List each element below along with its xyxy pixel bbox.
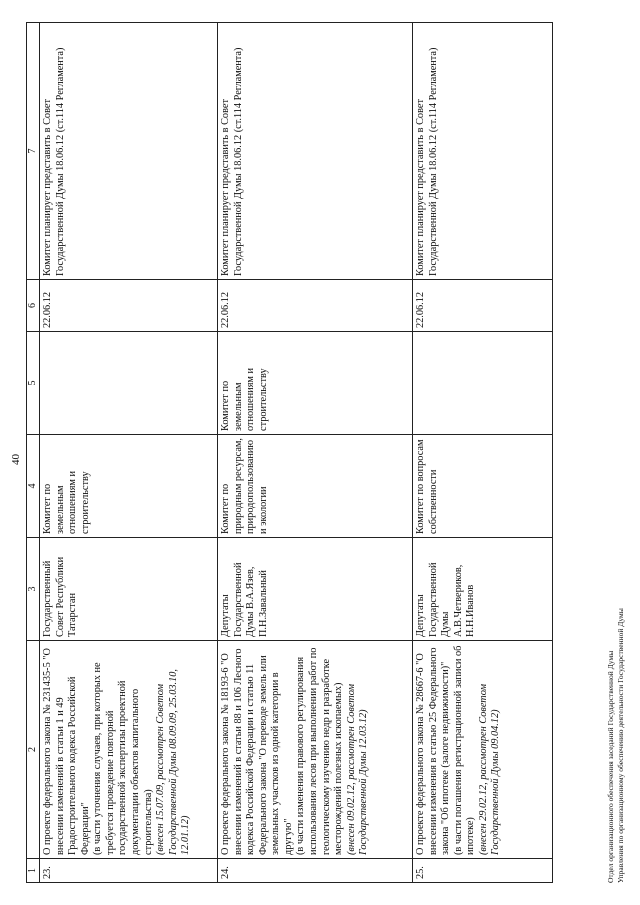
bill-cell [413,641,553,859]
row-number: 25. [413,859,553,883]
bill-author: Государственный Совет Республики Татарстан [40,538,218,641]
column-header: 5 [27,332,40,435]
page-number: 40 [10,454,22,465]
column-header: 1 [27,859,40,883]
decision-text: Комитет планирует представить в Совет Государственной Думы 18.06.12 (ст.114 Регламента) [218,23,413,280]
review-date: 22.06.12 [218,280,413,332]
footer [606,608,626,883]
column-header: 2 [27,641,40,859]
bill-note: (в части погашения регистрационной записи об ипотеке) [452,645,477,855]
bill-note: (в части изменения правового регулирования использования лесов при выполнении работ по геологическому изучению недр и разработке месторождений полезных ископаемых) [295,647,345,855]
table-row [218,23,413,883]
bill-name: О проекте федерального закона № 18193-6 "О внесении изменений в статьи 88 и 106 Лесного кодекса Российской Федерации и статью 11 Федерального закона "О переводе земель или земельных участков из одной категории в другую" [220,648,294,855]
bill-cell [218,641,413,859]
co-committee: Комитет по земельным отношениям и строительству [218,332,413,435]
column-header: 7 [27,23,40,280]
table-row [40,23,218,883]
bill-note: (в части уточнения случаев, при которых не требуется проведение повторной государственной экспертизы проектной документации объектов капитального строительства) [92,662,154,855]
co-committee [413,332,553,435]
responsible-committee: Комитет по земельным отношениям и строительству [40,435,218,538]
review-date: 22.06.12 [40,280,218,332]
responsible-committee: Комитет по природным ресурсам, природопользованию и экологии [218,435,413,538]
bill-cell [40,641,218,859]
footer-line: Управления по организационному обеспечению деятельности Государственной Думы [615,608,625,883]
bill-name: О проекте федерального закона № 231435-5 "О внесении изменений в статьи 1 и 49 Градостроительного кодекса Российской Федерации" [42,648,91,855]
footer-line: Отдел организационного обеспечения заседаний Государственной Думы [606,650,615,883]
column-header-row [27,23,40,883]
row-number: 23. [40,859,218,883]
bill-intro: (внесен 29.02.12, рассмотрен Советом Государственной Думы 09.04.12) [477,683,502,855]
responsible-committee: Комитет по вопросам собственности [413,435,553,538]
bill-author: Депутаты Государственной Думы В.А.Язев, П.Н.Завальный [218,538,413,641]
table-row [413,23,553,883]
decision-text: Комитет планирует представить в Совет Государственной Думы 18.06.12 (ст.114 Регламента) [413,23,553,280]
co-committee [40,332,218,435]
bill-intro: (внесен 15.07.09, рассмотрен Советом Государственной Думы 08.09.09, 25.03.10, 12.01.12) [155,669,192,855]
column-header: 3 [27,538,40,641]
review-date: 22.06.12 [413,280,553,332]
bill-author: Депутаты Государственной Думы А.В.Четвериков, Н.Н.Иванов [413,538,553,641]
bill-intro: (внесен 09.02.12, рассмотрен Советом Государственной Думы 12.03.12) [345,683,370,855]
bills-table [26,22,553,883]
row-number: 24. [218,859,413,883]
bill-name: О проекте федерального закона № 28667-6 "О внесении изменения в статью 25 Федерального закона "Об ипотеке (залоге недвижимости)" [415,647,452,855]
decision-text: Комитет планирует представить в Совет Государственной Думы 18.06.12 (ст.114 Регламента) [40,23,218,280]
column-header: 6 [27,280,40,332]
column-header: 4 [27,435,40,538]
